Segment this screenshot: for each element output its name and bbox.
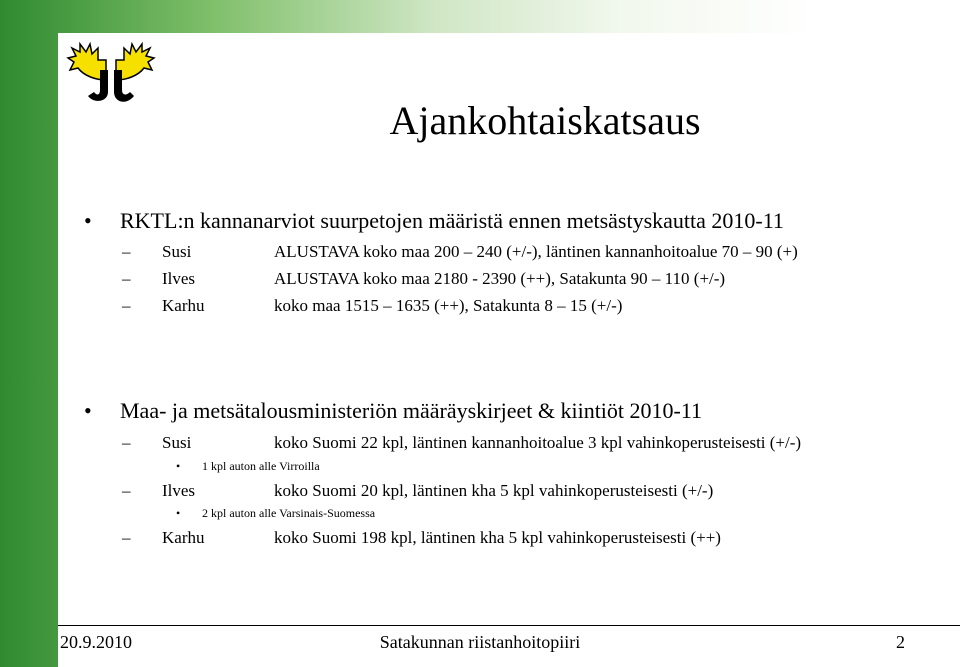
list-item: – Ilves koko Suomi 20 kpl, läntinen kha 5 kpl vahinkoperusteisesti (+/-) bbox=[122, 481, 714, 500]
list-item: – Susi koko Suomi 22 kpl, läntinen kannanhoitoalue 3 kpl vahinkoperusteisesti (+/-) bbox=[122, 433, 802, 452]
page-title: Ajankohtaiskatsaus bbox=[389, 98, 701, 143]
footer-date: 20.9.2010 bbox=[60, 632, 132, 652]
list-item: – Karhu koko maa 1515 – 1635 (++), Satakunta 8 – 15 (+/-) bbox=[122, 296, 623, 315]
bullet-icon: • bbox=[176, 506, 181, 520]
list-item: – Karhu koko Suomi 198 kpl, läntinen kha 5 kpl vahinkoperusteisesti (++) bbox=[122, 528, 721, 547]
page-number: 2 bbox=[896, 632, 905, 652]
dash-icon: – bbox=[122, 269, 131, 288]
footer-divider bbox=[58, 625, 960, 626]
bullet-icon: • bbox=[176, 459, 181, 473]
dash-icon: – bbox=[122, 296, 131, 315]
bullet-heading-2: • Maa- ja metsätalousministeriön määräyskirjeet & kiintiöt 2010-11 bbox=[84, 398, 703, 423]
bullet-icon: • bbox=[84, 398, 92, 423]
sub-note: • 2 kpl auton alle Varsinais-Suomessa bbox=[176, 506, 376, 520]
dash-icon: – bbox=[122, 528, 131, 547]
svg-text:JL: JL bbox=[111, 104, 112, 105]
list-item: – Susi ALUSTAVA koko maa 200 – 240 (+/-), läntinen kannanhoitoalue 70 – 90 (+) bbox=[122, 242, 798, 261]
footer-organization: Satakunnan riistanhoitopiiri bbox=[379, 632, 581, 652]
dash-icon: – bbox=[122, 242, 131, 261]
list-item: – Ilves ALUSTAVA koko maa 2180 - 2390 (++), Satakunta 90 – 110 (+/-) bbox=[122, 269, 726, 288]
bullet-heading-1: • RKTL:n kannanarviot suurpetojen määristä ennen metsästyskautta 2010-11 bbox=[84, 208, 784, 233]
dash-icon: – bbox=[122, 433, 131, 452]
bullet-icon: • bbox=[84, 208, 92, 233]
sub-note: • 1 kpl auton alle Virroilla bbox=[176, 459, 320, 473]
dash-icon: – bbox=[122, 481, 131, 500]
